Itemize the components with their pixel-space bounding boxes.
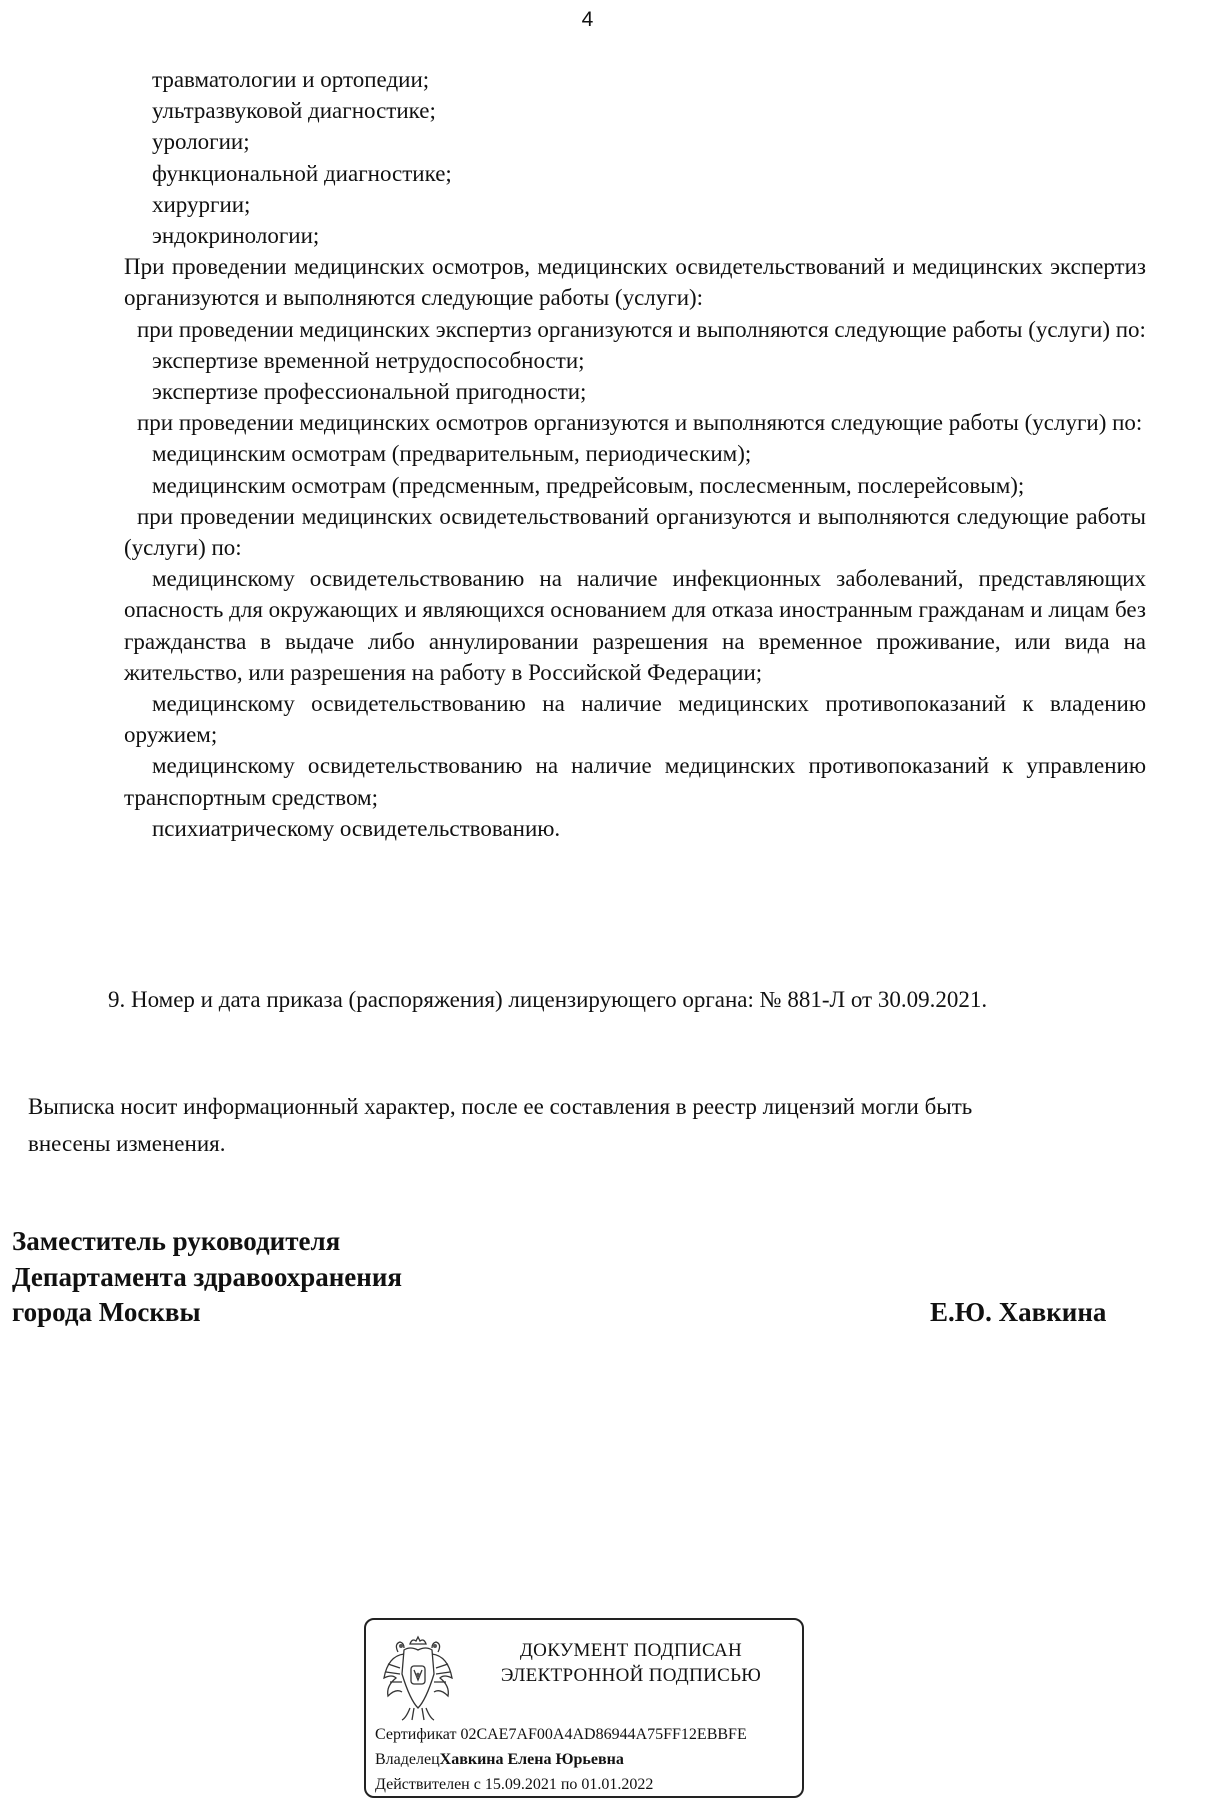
- service-item: хирургии;: [152, 191, 251, 217]
- service-item: урологии;: [152, 129, 250, 155]
- service-item: эндокринологии;: [152, 223, 320, 249]
- checkup-item: медицинским осмотрам (предварительным, периодическим);: [152, 441, 752, 467]
- certification-item: медицинскому освидетельствованию на наличие инфекционных заболеваний, представляющих опасность для окружающих и являющихся основанием для отказа иностранным гражданам и лицам без гражданства в выдаче либо аннулировании разрешения на временное проживание, или вида на жительство, или разрешения на работу в Российской Федерации;: [124, 566, 1146, 685]
- stamp-heading-line: ДОКУМЕНТ ПОДПИСАН: [519, 1640, 743, 1661]
- page-number: 4: [581, 8, 594, 31]
- expertise-item: экспертизе временной нетрудоспособности;: [152, 347, 585, 373]
- signatory-name: Е.Ю. Хавкина: [930, 1297, 1107, 1327]
- expertise-intro-paragraph: при проведении медицинских экспертиз организуются и выполняются следующие работы (услуги) по:: [137, 316, 1146, 342]
- signatory-title-line: города Москвы: [12, 1297, 201, 1327]
- russian-coat-of-arms-icon: [380, 1634, 456, 1726]
- electronic-signature-stamp: [364, 1618, 804, 1798]
- certification-item: медицинскому освидетельствованию на наличие медицинских противопоказаний к владению оружием;: [124, 691, 1146, 748]
- certificate-row: [375, 1722, 803, 1747]
- certification-item: медицинскому освидетельствованию на наличие медицинских противопоказаний к управлению транспортным средством;: [124, 753, 1146, 810]
- expertise-item: экспертизе профессиональной пригодности;: [152, 379, 587, 405]
- service-item: травматологии и ортопедии;: [152, 67, 430, 92]
- checkup-item: медицинским осмотрам (предсменным, предрейсовым, послесменным, послерейсовым);: [152, 472, 1025, 498]
- owner-label: Владелец: [375, 1751, 440, 1768]
- signatory-title-line: Заместитель руководителя: [12, 1226, 341, 1256]
- stamp-details: [375, 1722, 803, 1797]
- service-item: ультразвуковой диагностике;: [152, 98, 436, 124]
- stamp-heading: [476, 1638, 786, 1688]
- stamp-heading-line: ЭЛЕКТРОННОЙ ПОДПИСЬЮ: [500, 1665, 762, 1686]
- signatory-title-line: Департамента здравоохранения: [12, 1261, 403, 1292]
- owner-row: [375, 1747, 803, 1772]
- note-line: Выписка носит информационный характер, после ее составления в реестр лицензий могли быть: [28, 1094, 973, 1119]
- signatory-title: [12, 1224, 402, 1331]
- service-item: функциональной диагностике;: [152, 160, 452, 186]
- certifications-intro-paragraph: при проведении медицинских освидетельствований организуются и выполняются следующие работы (услуги) по:: [124, 503, 1146, 561]
- validity-row: Действителен с 15.09.2021 по 01.01.2022: [375, 1776, 654, 1793]
- note-line: внесены изменения.: [28, 1131, 226, 1156]
- informational-note: [28, 1088, 1153, 1162]
- owner-value: Хавкина Елена Юрьевна: [439, 1751, 624, 1768]
- license-order-line: 9. Номер и дата приказа (распоряжения) лицензирующего органа: № 881-Л от 30.09.2021.: [108, 987, 988, 1012]
- license-services-text: [124, 64, 1146, 844]
- certificate-value: 02CAE7AF00A4AD86944A75FF12EBBFE: [460, 1726, 747, 1743]
- certificate-label: Сертификат: [375, 1726, 457, 1743]
- examinations-intro-paragraph: При проведении медицинских осмотров, медицинских освидетельствований и медицинских экспертиз организуются и выполняются следующие работы (услуги):: [124, 254, 1146, 311]
- certification-item: психиатрическому освидетельствованию.: [152, 815, 561, 841]
- checkups-intro-paragraph: при проведении медицинских осмотров организуются и выполняются следующие работы (услуги) по:: [137, 410, 1143, 436]
